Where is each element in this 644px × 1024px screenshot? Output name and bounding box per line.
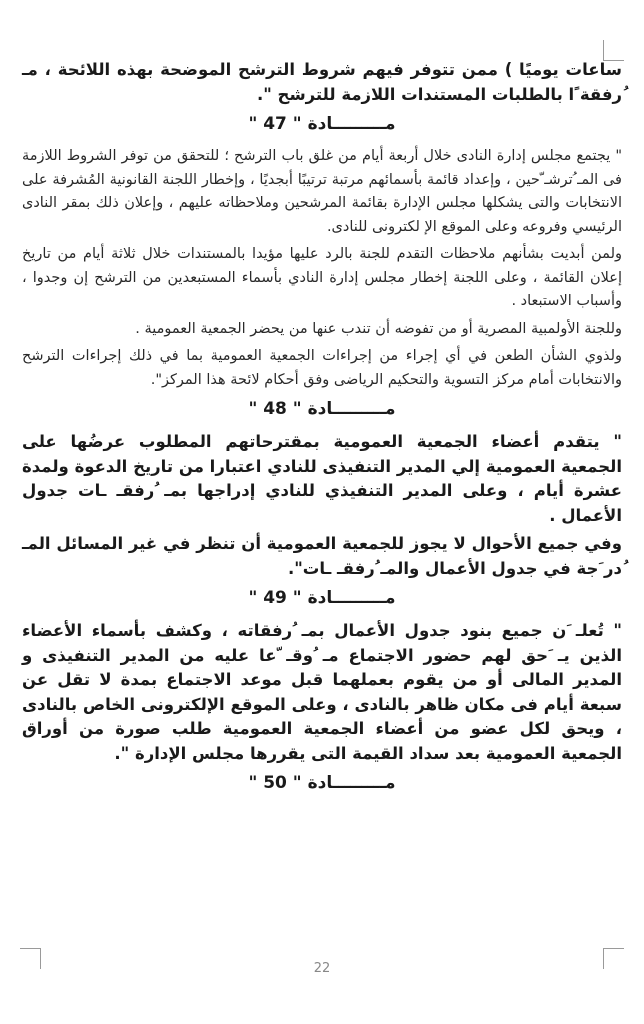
paragraph-article-47-3: وللجنة الأولمبية المصرية أو من تفوضه أن تندب عنها من يحضر الجمعية العمومية . bbox=[135, 320, 622, 337]
paragraph-article-47-2: ولمن أبديت بشأنهم ملاحظات التقدم للجنة بالرد عليها مؤيدا بالمستندات خلال ثلاثة أيام من تاريخ إعلان القائمة ، وعلى اللجنة إخطار مجلس إدارة النادي بأسماء المستبعدين من الترشح إن وجدوا ، وأسباب الاستبعاد . bbox=[22, 246, 622, 309]
paragraph-article-48-1: " يتقدم أعضاء الجمعية العمومية بمقترحاتهم المطلوب عرضُها على الجمعية العمومية إلي المدير التنفيذى للنادي اعتبارا من تاريخ الدعوة ولمدة عشرة أيام ، وعلى المدير التنفيذي للنادي إدراجها بمـ ُرفقـ ـات جدول الأعمال . bbox=[22, 432, 622, 525]
paragraph-article-47-1: " يجتمع مجلس إدارة النادى خلال أربعة أيام من غلق باب الترشح ؛ للتحقق من توفر الشروط اللازمة فى المـ ُترشـ ّحين ، وإعداد قائمة بأسمائهم مرتبة ترتيبًا أبجديًا ، وإخطار اللجنة القانونية المُشرفة على الانتخابات والتى يشكلها مجلس الإدارة بقائمة المرشحين وملاحظاته عليهم ، وإعلان ذلك بمقر النادى الرئيسي وفروعه وعلى الموقع الإ لكترونى للنادى. bbox=[22, 148, 622, 235]
article-heading-49: مـــــــــادة " 49 " bbox=[248, 588, 396, 608]
paragraph-article-49-1: " تُعلـ َن جميع بنود جدول الأعمال بمـ ُرفقاته ، وكشف بأسماء الأعضاء الذين يـ َحق لهم حضور الاجتماع مـ ُوقـ ّعا عليه من المدير التنفيذى و المدير المالى أو من يقوم بعملهما قبل موعد الاجتماع بمدة لا تقل عن سبعة أيام فى مكان ظاهر بالنادى ، وعلى الموقع الإلكترونى الخاص بالنادى ، ويحق لكل عضو من أعضاء الجمعية العمومية طلب صورة من أوراق الجمعية العمومية بعد سداد القيمة التى يقررها مجلس الإدارة ". bbox=[22, 621, 622, 763]
document-body bbox=[22, 58, 622, 804]
paragraph-continuation: ساعات يوميًا ) ممن تتوفر فيهم شروط الترشح الموضحة بهذه اللائحة ، مـ ُرفقة ًا بالطلبات المستندات اللازمة للترشح ". bbox=[22, 60, 622, 104]
article-heading-48: مـــــــــادة " 48 " bbox=[248, 399, 396, 419]
paragraph-article-47-4: ولذوي الشأن الطعن في أي إجراء من إجراءات الجمعية العمومية بما في ذلك إجراءات الترشح والانتخابات أمام مركز التسوية والتحكيم الرياضى وفق أحكام لائحة هذا المركز". bbox=[22, 348, 622, 388]
page-number: 22 bbox=[313, 961, 331, 976]
article-heading-50: مـــــــــادة " 50 " bbox=[248, 773, 396, 793]
paragraph-article-48-2: وفي جميع الأحوال لا يجوز للجمعية العمومية أن تنظر في غير المسائل المـ ُدر َجة في جدول الأعمال والمـ ُرفقـ ـات". bbox=[22, 534, 622, 578]
article-heading-47: مـــــــــادة " 47 " bbox=[248, 114, 396, 134]
